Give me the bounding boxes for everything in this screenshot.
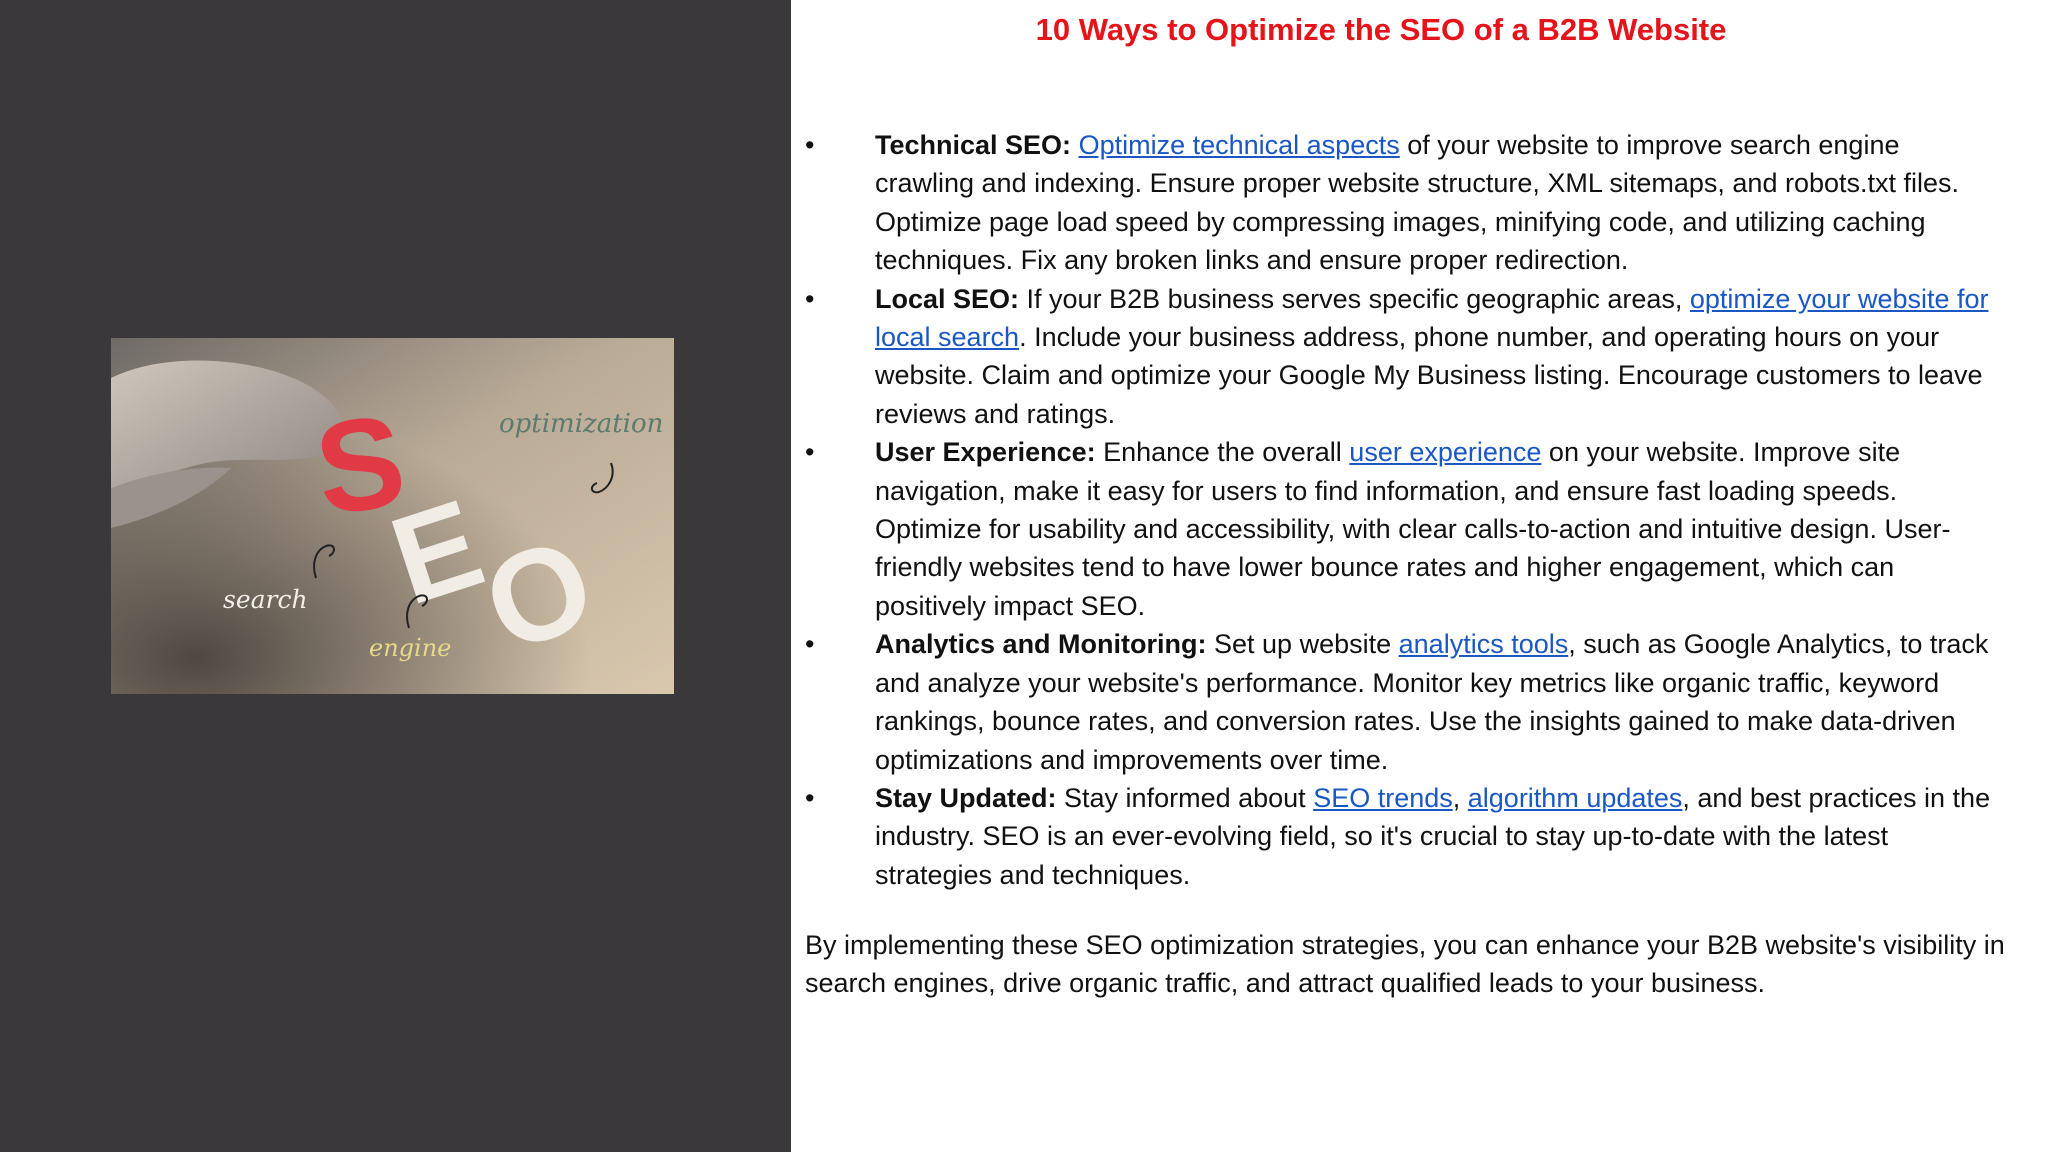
- link-seo-trends[interactable]: SEO trends: [1313, 782, 1453, 813]
- item-text: . Include your business address, phone number, and operating hours on your website. Claim and optimize your Google My Business listing. Encourage customers to leave reviews and ratings.: [875, 322, 1983, 429]
- word-search: search: [223, 585, 308, 614]
- letter-e: E: [375, 473, 499, 632]
- item-text: If your B2B business serves specific geographic areas,: [1019, 283, 1690, 314]
- bullet-icon: •: [805, 130, 815, 160]
- article-panel: [791, 0, 2048, 1152]
- item-text: , such as Google Analytics, to track and analyze your website's performance. Monitor key metrics like organic traffic, keyword rankings, bounce rates, and conversion rates. Use the insights gained to make data-driven optimizations and improvements over time.: [875, 629, 1989, 775]
- strategy-list: [805, 126, 1995, 894]
- link-algorithm-updates[interactable]: algorithm updates: [1467, 782, 1683, 813]
- bullet-icon: •: [805, 629, 815, 660]
- page-title: 10 Ways to Optimize the SEO of a B2B Website: [1035, 12, 1727, 47]
- item-text: [1071, 130, 1079, 160]
- link-optimize-technical-aspects[interactable]: Optimize technical aspects: [1078, 130, 1400, 160]
- word-optimization: optimization: [499, 409, 664, 439]
- bullet-icon: •: [805, 283, 815, 314]
- left-panel: [0, 0, 791, 1152]
- word-engine: engine: [369, 634, 452, 662]
- list-item-technical-seo: [805, 126, 1995, 280]
- bullet-icon: •: [805, 437, 815, 468]
- item-lead: Local SEO:: [875, 283, 1020, 314]
- closing-paragraph: By implementing these SEO optimization strategies, you can enhance your B2B website's visibility in search engines, drive organic traffic, and attract qualified leads to your business.: [805, 930, 2005, 999]
- list-item-stay-updated: [805, 779, 1995, 894]
- item-text: , and best practices in the industry. SEO is an ever-evolving field, so it's crucial to stay up-to-date with the latest strategies and techniques.: [875, 782, 1991, 890]
- item-lead: Stay Updated:: [875, 782, 1057, 813]
- link-local-search[interactable]: optimize your website for local search: [875, 283, 1989, 353]
- item-text: on your website. Improve site navigation, make it easy for users to find information, and ensure fast loading speeds. Optimize for usability and accessibility, with clear calls-to-action and intuitive design. User-friendly websites tend to have lower bounce rates and higher engagement, which can positively impact SEO.: [875, 437, 1951, 621]
- item-text: ,: [1452, 782, 1468, 813]
- item-lead: Technical SEO:: [875, 130, 1072, 160]
- item-text: Set up website: [1206, 629, 1399, 660]
- letter-o: O: [464, 507, 613, 681]
- bullet-icon: •: [805, 782, 815, 813]
- list-item-user-experience: [805, 433, 1995, 625]
- item-text: of your website to improve search engine crawling and indexing. Ensure proper website structure, XML sitemaps, and robots.txt files. Optimize page load speed by compressing images, minifying code, and utilizing caching techniques. Fix any broken links and ensure proper redirection.: [875, 130, 1960, 276]
- seo-hero-image: [111, 338, 674, 694]
- item-text: Stay informed about: [1056, 782, 1314, 813]
- letter-s: S: [307, 386, 414, 543]
- link-user-experience[interactable]: user experience: [1349, 437, 1542, 468]
- item-text: Enhance the overall: [1095, 437, 1350, 468]
- list-item-local-seo: [805, 280, 1995, 434]
- item-lead: User Experience:: [875, 437, 1096, 468]
- item-lead: Analytics and Monitoring:: [875, 629, 1207, 660]
- link-analytics-tools[interactable]: analytics tools: [1398, 629, 1569, 660]
- list-item-analytics: [805, 625, 1995, 779]
